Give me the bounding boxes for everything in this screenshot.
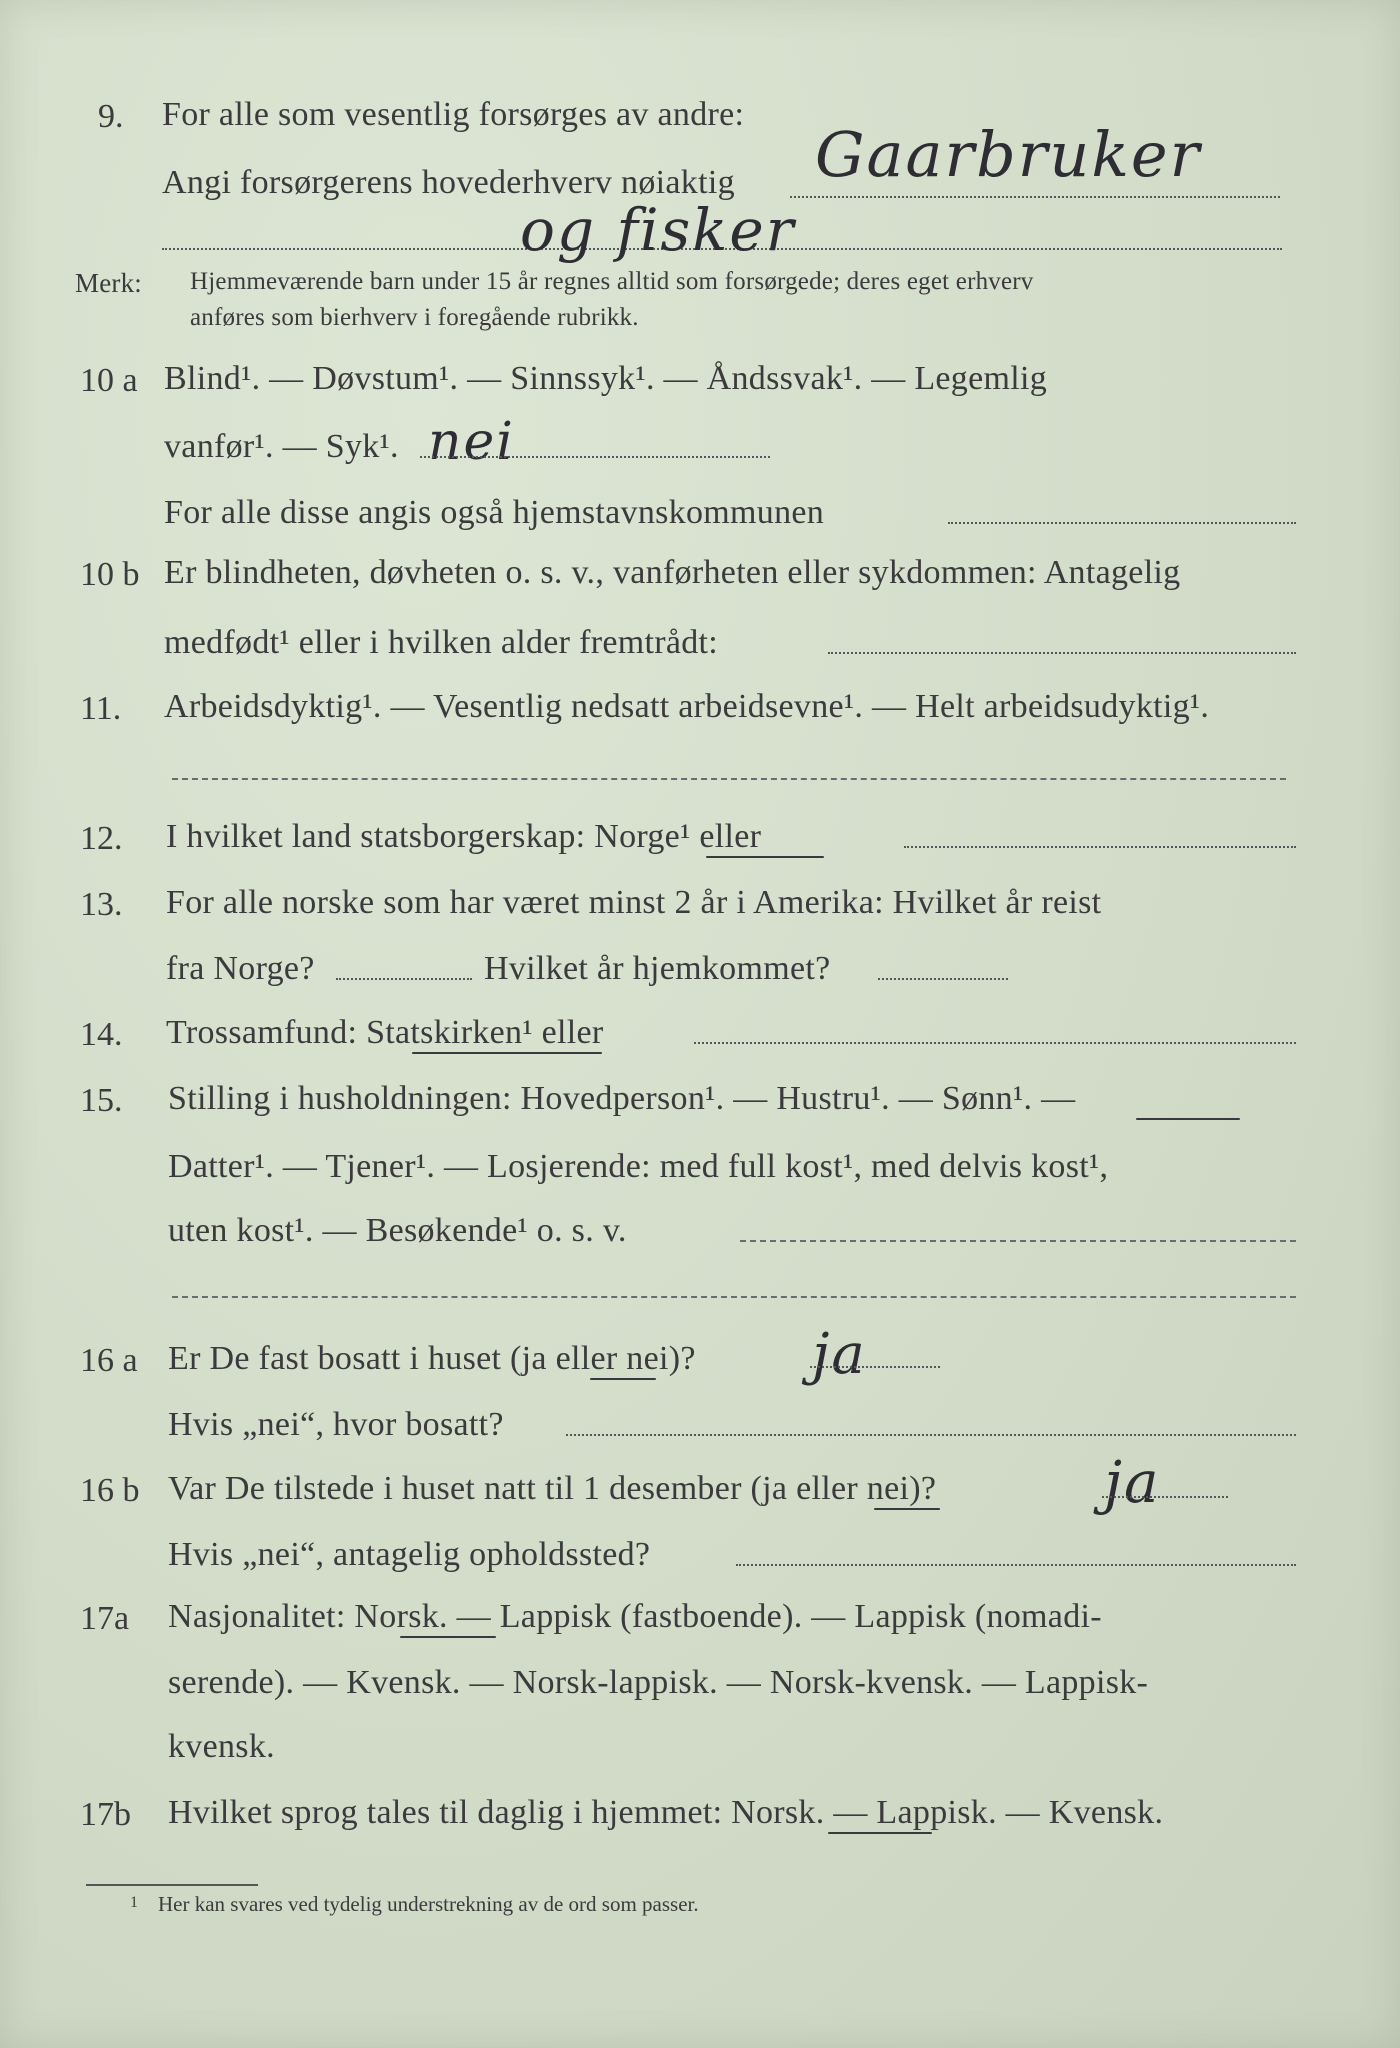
q17a-number: 17a [80,1600,130,1637]
q13-departed-year-line [336,978,472,980]
q11-number: 11. [80,690,122,727]
q15-answer-line2 [172,1296,1296,1298]
q12-line1: I hvilket land statsborgerskap: Norge¹ eller [166,818,762,855]
q15-line2: Datter¹. — Tjener¹. — Losjerende: med full kost¹, med delvis kost¹, [168,1148,1109,1185]
q16b-handwritten-answer: ja [1104,1448,1161,1516]
q13-returned-year-line [878,978,1008,980]
q16a-answer-line [810,1366,940,1368]
q14-underline-statskirken [412,1052,602,1054]
q16b-location-line [736,1564,1296,1566]
q10a-line3: For alle disse angis også hjemstavnskommunen [164,494,825,531]
q16a-number: 16 a [80,1342,138,1379]
q9-answer-line1 [790,196,1280,198]
q17a-line1: Nasjonalitet: Norsk. — Lappisk (fastboende). — Lappisk (nomadi- [168,1598,1102,1635]
q16b-answer-line [1102,1496,1228,1498]
q15-underline-sonn [1136,1118,1240,1120]
merk-line1: Hjemmeværende barn under 15 år regnes alltid som forsørgede; deres eget erhverv [190,268,1034,295]
q9-handwritten-answer1: Gaarbruker [815,118,1202,191]
q10a-number: 10 a [80,362,138,399]
q16b-underline-ja [874,1508,940,1510]
q10a-hometown-line [948,522,1296,524]
q10b-answer-line [828,652,1296,654]
q11-answer-line [172,778,1286,780]
q16a-line2: Hvis „nei“, hvor bosatt? [168,1406,504,1443]
q16a-handwritten-answer: ja [812,1322,867,1387]
q10a-handwritten-answer: nei [428,412,515,472]
q10b-line1: Er blindheten, døvheten o. s. v., vanførheten eller sykdommen: Antagelig [164,554,1181,591]
q17a-underline-norsk [400,1636,496,1638]
q15-answer-line1 [740,1240,1296,1242]
q15-line3: uten kost¹. — Besøkende¹ o. s. v. [168,1212,627,1249]
q12-number: 12. [80,820,123,857]
q10a-line1: Blind¹. — Døvstum¹. — Sinnssyk¹. — Åndssvak¹. — Legemlig [164,360,1048,397]
q16a-underline-ja [590,1378,656,1380]
q9-handwritten-answer2: og fisker [520,196,796,264]
q17b-line1: Hvilket sprog tales til daglig i hjemmet: Norsk. — Lappisk. — Kvensk. [168,1794,1164,1831]
q12-answer-line [904,846,1296,848]
q16a-residence-line [566,1434,1296,1436]
q16b-number: 16 b [80,1472,140,1509]
q17a-line2: serende). — Kvensk. — Norsk-lappisk. — Norsk-kvensk. — Lappisk- [168,1664,1149,1701]
q10a-line2: vanfør¹. — Syk¹. [164,428,399,465]
q14-answer-line [694,1042,1296,1044]
q17b-number: 17b [80,1796,131,1833]
q16b-line2: Hvis „nei“, antagelig opholdssted? [168,1536,651,1573]
q10b-number: 10 b [80,556,140,593]
q13-number: 13. [80,886,123,923]
q16b-line1: Var De tilstede i huset natt til 1 desember (ja eller nei)? [168,1470,937,1507]
q14-number: 14. [80,1016,123,1053]
q10a-answer-line [420,456,770,458]
q17b-underline-norsk [828,1832,932,1834]
q15-line1: Stilling i husholdningen: Hovedperson¹. — Hustru¹. — Sønn¹. — [168,1080,1076,1117]
footnote-separator [86,1884,258,1886]
q11-line1: Arbeidsdyktig¹. — Vesentlig nedsatt arbeidsevne¹. — Helt arbeidsudyktig¹. [164,688,1210,725]
q12-underline-norge [706,856,824,858]
q13-line2a: fra Norge? [166,950,315,987]
q9-number: 9. [98,98,124,135]
merk-line2: anføres som bierhverv i foregående rubrikk. [190,304,639,331]
q9-line1: For alle som vesentlig forsørges av andre: [162,96,745,133]
footnote-marker: 1 [130,1894,138,1911]
footnote-text: Her kan svares ved tydelig understrekning av de ord som passer. [158,1892,699,1916]
q15-number: 15. [80,1082,123,1119]
q13-line1: For alle norske som har været minst 2 år i Amerika: Hvilket år reist [166,884,1102,921]
q10b-line2: medfødt¹ eller i hvilken alder fremtrådt: [164,624,719,661]
q17a-line3: kvensk. [168,1728,275,1765]
q9-line2: Angi forsørgerens hovederhverv nøiaktig [162,164,735,201]
merk-label: Merk: [75,268,142,298]
q13-line2b: Hvilket år hjemkommet? [484,950,831,987]
q16a-line1: Er De fast bosatt i huset (ja eller nei)? [168,1340,696,1377]
q14-line1: Trossamfund: Statskirken¹ eller [166,1014,604,1051]
